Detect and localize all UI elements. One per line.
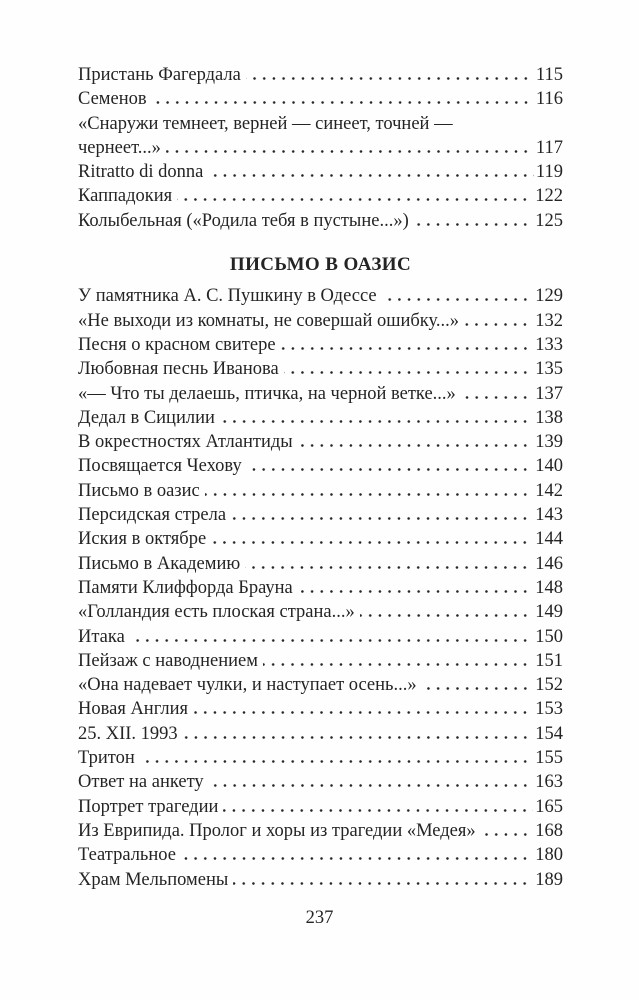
toc-entry-title: Новая Англия (78, 699, 188, 720)
dot-leader (223, 809, 533, 812)
toc-entry-title: Семенов (78, 89, 147, 110)
toc-entry (78, 503, 563, 527)
dot-leader (464, 323, 533, 326)
toc-entry (78, 63, 563, 87)
toc-entry-title: «Она надевает чулки, и наступает осень...» (78, 675, 417, 696)
toc-entry-page-number: 116 (535, 89, 563, 110)
toc-entry-title: Портрет трагедии (78, 796, 219, 817)
folio-page-number: 237 (305, 908, 334, 928)
toc-entry-page-number: 151 (535, 650, 563, 671)
toc-entry-title: Ответ на анкету (78, 772, 204, 793)
dot-leader (481, 833, 534, 836)
toc-entry (78, 819, 563, 843)
toc-entry-page-number: 132 (535, 310, 563, 331)
toc-entry-page-number: 115 (535, 65, 563, 85)
toc-entry (78, 136, 563, 160)
dot-leader (298, 444, 534, 447)
toc-entry (78, 600, 563, 624)
dot-leader (193, 711, 533, 714)
section-entries (78, 63, 563, 233)
dot-leader (360, 614, 534, 617)
toc-entry (78, 576, 563, 600)
toc-entry (78, 112, 563, 136)
toc-entry (78, 673, 563, 697)
toc-entry-page-number: 150 (535, 626, 563, 647)
toc-entry-page-number: 137 (535, 383, 563, 404)
toc-entry (78, 843, 563, 867)
toc-entry (78, 479, 563, 503)
toc-entry-title: Памяти Клиффорда Брауна (78, 577, 293, 598)
toc-entry-page-number: 140 (535, 456, 563, 477)
toc-entry-page-number: 139 (535, 432, 563, 453)
toc-entry-page-number: 152 (535, 675, 563, 696)
toc-entry (78, 333, 563, 357)
toc-entry (78, 552, 563, 576)
toc-entry-title: Пристань Фагердала (78, 65, 241, 85)
dot-leader (231, 517, 533, 520)
toc-entry-page-number: 148 (535, 577, 563, 598)
toc-entry-title: Из Еврипида. Пролог и хоры из трагедии «Медея» (78, 820, 476, 841)
toc-entry (78, 625, 563, 649)
toc-entry-page-number: 180 (535, 845, 563, 866)
toc-entry (78, 868, 563, 892)
toc-entry-title: Храм Мельпомены (78, 869, 229, 890)
toc-entry-page-number: 153 (535, 699, 563, 720)
dot-leader (284, 371, 534, 374)
toc-entry-title: чернеет...» (78, 137, 161, 158)
toc-entry-title: Дедал в Сицилии (78, 407, 215, 428)
toc-entry-page-number: 125 (535, 210, 563, 231)
dot-leader (166, 150, 534, 153)
toc-entry (78, 649, 563, 673)
dot-leader (245, 566, 533, 569)
toc-entry-page-number: 149 (535, 602, 563, 623)
dot-leader (209, 784, 534, 787)
toc-entry-title: Колыбельная («Родила тебя в пустыне...») (78, 210, 409, 231)
toc-entry-title: Любовная песнь Иванова (78, 359, 279, 380)
toc-entry (78, 527, 563, 551)
toc-entry-title: Песня о красном свитере (78, 334, 276, 355)
dot-leader (130, 639, 533, 642)
toc-entry (78, 184, 563, 208)
dot-leader (208, 174, 534, 177)
dot-leader (183, 736, 534, 739)
toc-section (78, 63, 563, 233)
toc-entry-page-number: 133 (535, 334, 563, 355)
toc-entry-title: Ritratto di donna (78, 162, 204, 183)
toc-entry-page-number: 155 (535, 748, 563, 769)
toc-entry (78, 357, 563, 381)
dot-leader (233, 882, 533, 885)
dot-leader (461, 396, 533, 399)
toc-entry-title: Итака (78, 626, 125, 647)
toc-entry-title: Письмо в оазис (78, 480, 200, 501)
toc-entry-page-number: 117 (535, 137, 563, 158)
toc-entry-page-number: 129 (535, 286, 563, 307)
dot-leader (181, 857, 533, 860)
dot-leader (382, 298, 534, 301)
toc-entry (78, 454, 563, 478)
toc-entry-title: «Голландия есть плоская страна...» (78, 602, 355, 623)
section-entries (78, 284, 563, 891)
toc-entry-page-number: 165 (535, 796, 563, 817)
toc-entry (78, 697, 563, 721)
dot-leader (152, 101, 534, 104)
toc-entry (78, 209, 563, 233)
page-footer (0, 906, 639, 930)
dot-leader (140, 760, 534, 763)
toc-entry-title: «— Что ты делаешь, птичка, на черной ветке...» (78, 383, 456, 404)
toc-entry-title: Каппадокия (78, 186, 173, 207)
toc-entry (78, 382, 563, 406)
toc-entry-page-number: 168 (535, 820, 563, 841)
dot-leader (247, 468, 534, 471)
toc-entry-page-number: 189 (535, 869, 563, 890)
dot-leader (414, 223, 534, 226)
table-of-contents (78, 63, 563, 892)
toc-entry-page-number: 119 (535, 162, 563, 183)
toc-entry-page-number: 163 (535, 772, 563, 793)
toc-entry (78, 722, 563, 746)
toc-entry-title: Тритон (78, 748, 135, 769)
toc-entry-title: Иския в октябре (78, 529, 207, 550)
toc-entry (78, 406, 563, 430)
dot-leader (263, 663, 533, 666)
dot-leader (177, 198, 533, 201)
toc-entry-title: Посвящается Чехову (78, 456, 242, 477)
toc-entry (78, 87, 563, 111)
toc-entry-page-number: 142 (535, 480, 563, 501)
toc-entry-title: «Не выходи из комнаты, не совершай ошибку...» (78, 310, 460, 331)
toc-entry-title: «Снаружи темнеет, верней — синеет, точней — (78, 113, 453, 134)
toc-entry (78, 160, 563, 184)
toc-entry-page-number: 135 (535, 359, 563, 380)
toc-entry-title: Театральное (78, 845, 176, 866)
dot-leader (220, 420, 533, 423)
toc-entry-title: В окрестностях Атлантиды (78, 432, 293, 453)
toc-entry-page-number: 143 (535, 505, 563, 526)
toc-entry-page-number: 122 (535, 186, 563, 207)
toc-entry-title: У памятника А. С. Пушкину в Одессе (78, 286, 377, 307)
dot-leader (281, 347, 534, 350)
dot-leader (205, 493, 534, 496)
toc-entry (78, 309, 563, 333)
toc-entry-title: 25. XII. 1993 (78, 723, 178, 744)
toc-entry-page-number: 144 (535, 529, 563, 550)
dot-leader (211, 541, 533, 544)
toc-entry-title: Персидская стрела (78, 505, 227, 526)
dot-leader (422, 687, 534, 690)
toc-entry-page-number: 138 (535, 407, 563, 428)
toc-entry-page-number: 154 (535, 723, 563, 744)
toc-entry (78, 770, 563, 794)
toc-entry-page-number: 146 (535, 553, 563, 574)
toc-entry-title: Письмо в Академию (78, 553, 241, 574)
toc-entry (78, 430, 563, 454)
toc-entry (78, 746, 563, 770)
toc-entry (78, 795, 563, 819)
dot-leader (246, 77, 534, 80)
dot-leader (298, 590, 534, 593)
toc-entry (78, 284, 563, 308)
section-heading: ПИСЬМО В ОАЗИС (229, 254, 412, 276)
toc-section (78, 253, 563, 892)
toc-entry-title: Пейзаж с наводнением (78, 650, 258, 671)
